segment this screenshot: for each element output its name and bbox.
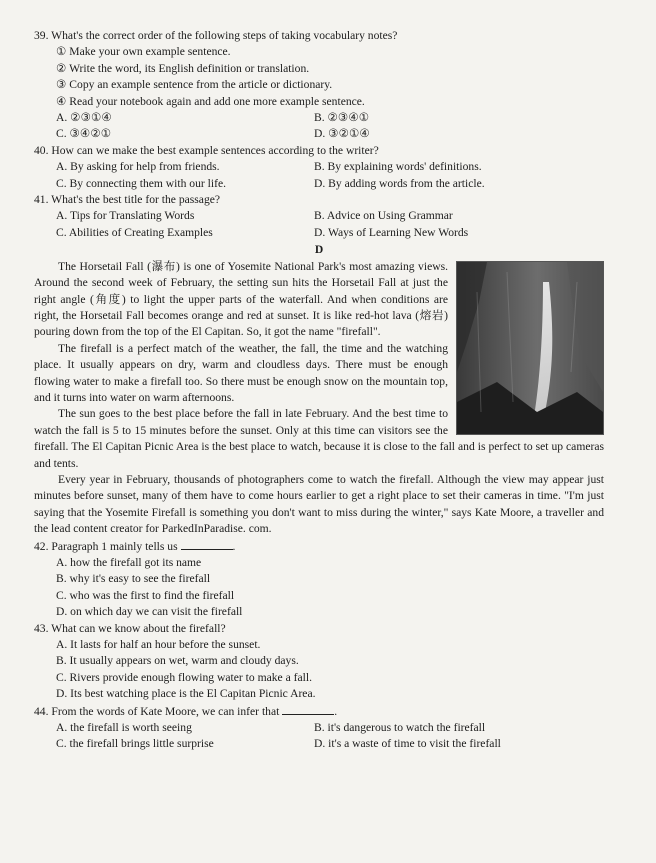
question-39 <box>34 28 604 143</box>
option-d: D. it's a waste of time to visit the firefall <box>314 737 501 751</box>
option-b: B. By explaining words' definitions. <box>314 160 482 174</box>
option-b: B. Advice on Using Grammar <box>314 209 453 223</box>
option-c: C. By connecting them with our life. <box>56 176 227 190</box>
question-42 <box>34 538 604 621</box>
question-39-stem: 39. What's the correct order of the following steps of taking vocabulary notes? <box>34 29 398 42</box>
option-a: A. By asking for help from friends. <box>56 160 220 174</box>
step-2: ② Write the word, its English definition or translation. <box>56 61 310 75</box>
question-44 <box>34 703 604 753</box>
answer-blank <box>181 538 233 550</box>
option-a: A. how the firefall got its name <box>56 556 202 569</box>
question-40-options <box>34 159 604 192</box>
option-c: C. the firefall brings little surprise <box>56 737 214 751</box>
question-41 <box>34 192 604 241</box>
option-c: C. Abilities of Creating Examples <box>56 225 213 239</box>
reading-passage <box>34 259 604 538</box>
option-d: D. ③②①④ <box>314 127 370 141</box>
option-b: B. why it's easy to see the firefall <box>56 572 211 586</box>
option-c: C. ③④②① <box>56 127 112 141</box>
question-41-options <box>34 208 604 241</box>
option-c: C. Rivers provide enough flowing water to make a fall. <box>56 670 312 684</box>
option-b: B. ②③④① <box>314 111 370 125</box>
exam-page <box>34 28 604 753</box>
option-d: D. on which day we can visit the firefall <box>56 605 243 619</box>
option-a: A. ②③①④ <box>56 111 112 125</box>
option-b: B. It usually appears on wet, warm and cloudy days. <box>56 654 299 668</box>
question-43 <box>34 621 604 703</box>
option-d: D. Its best watching place is the El Capitan Picnic Area. <box>56 687 316 701</box>
option-a: A. Tips for Translating Words <box>56 209 195 223</box>
step-3: ③ Copy an example sentence from the article or dictionary. <box>56 78 333 92</box>
question-43-stem: 43. What can we know about the firefall? <box>34 621 226 635</box>
answer-blank <box>282 703 334 715</box>
paragraph-2: The firefall is a perfect match of the weather, the fall, the time and the watching place. It usually appears on dry, warm and cloudless days. There must be enough flowing water to make a firefall too. So there must be enough snow on the mountain top, and it turns into water on warm afternoons. <box>34 341 448 404</box>
question-44-options <box>34 720 604 753</box>
option-d: D. Ways of Learning New Words <box>314 225 469 239</box>
question-40 <box>34 143 604 192</box>
step-1: ① Make your own example sentence. <box>56 45 231 59</box>
section-letter: D <box>314 243 324 257</box>
question-44-stem: 44. From the words of Kate Moore, we can infer that . <box>34 704 338 718</box>
option-a: A. the firefall is worth seeing <box>56 721 192 735</box>
paragraph-3: The sun goes to the best place before the fall in late February. And the best time to watch the fall is 5 to 15 minutes before the sunset. Only at this time can visitors see the firefall. The El Capitan Picnic Area is the best place to watch, because it is close to the fall and is perfect to set up cameras and tents. <box>34 407 604 470</box>
option-a: A. It lasts for half an hour before the sunset. <box>56 638 261 652</box>
option-c: C. who was the first to find the firefall <box>56 588 235 602</box>
question-44-stem-text: 44. From the words of Kate Moore, we can infer that <box>34 704 280 718</box>
question-40-stem: 40. How can we make the best example sentences according to the writer? <box>34 143 379 157</box>
question-41-stem: 41. What's the best title for the passage? <box>34 193 221 207</box>
option-d: D. By adding words from the article. <box>314 176 485 190</box>
paragraph-4: Every year in February, thousands of photographers come to watch the firefall. Although the view may appear just minutes before sunset, many of them have to come hours earlier to get a right place to set their cameras in time. "I'm just saying that the Yosemite Firefall is something you don't want to miss during the winter," says Kate Moore, a traveller and the lead content creator for ParkedInParadise. com. <box>34 472 604 536</box>
option-b: B. it's dangerous to watch the firefall <box>314 721 486 735</box>
question-39-options <box>34 110 604 143</box>
question-42-stem: 42. Paragraph 1 mainly tells us . <box>34 539 236 553</box>
waterfall-photo <box>456 261 604 435</box>
paragraph-1: The Horsetail Fall (瀑布) is one of Yosemite National Park's most amazing views. Around the second week of February, the setting sun hits the Horsetail Fall at just the right angle (角度) to light the upper parts of the waterfall. And when conditions are right, the Horsetail Fall becomes orange and red at sunset. It is like red-hot lava (熔岩) pouring down from the top of the El Capitan. So, it got the name "firefall". <box>34 259 448 339</box>
step-4: ④ Read your notebook again and add one more example sentence. <box>56 94 365 108</box>
question-42-stem-text: 42. Paragraph 1 mainly tells us <box>34 539 178 553</box>
